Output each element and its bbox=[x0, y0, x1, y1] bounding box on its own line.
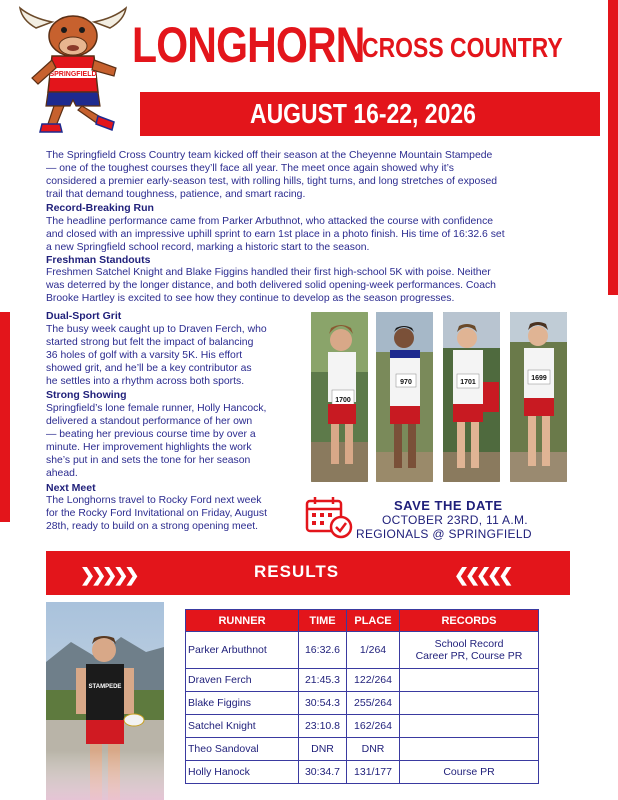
dual-line: he settles into a rhythm across both sports. bbox=[46, 376, 245, 387]
masthead-subtitle: CROSS COUNTRY bbox=[362, 32, 563, 63]
runner-photo-3 bbox=[443, 312, 500, 482]
chevrons-right-icon: ❯❯❯❯❯ bbox=[80, 565, 136, 585]
longhorn-mascot-logo bbox=[18, 6, 128, 138]
runner-photo-1 bbox=[311, 312, 368, 482]
next-meet-paragraph bbox=[46, 494, 267, 533]
record-line: and closed with an impressive uphill sprint to earn 1st place in a photo finish. His time of 16:32.6 set bbox=[46, 229, 505, 240]
column-header-time: TIME bbox=[299, 610, 347, 632]
column-header-place: PLACE bbox=[347, 610, 400, 632]
column-header-records: RECORDS bbox=[400, 610, 539, 632]
calendar-check-icon bbox=[305, 495, 353, 539]
records-cell bbox=[400, 715, 539, 738]
runner-photo-4 bbox=[510, 312, 567, 482]
bib-number-3: 1701 bbox=[460, 379, 476, 386]
mascot-shirt-text: SPRINGFIELD bbox=[49, 71, 97, 78]
freshman-paragraph bbox=[46, 266, 496, 305]
runner-cell: Parker Arbuthnot bbox=[186, 632, 299, 669]
records-cell bbox=[400, 738, 539, 761]
freshman-line: was deterred by the longer distance, and both delivered solid opening-week performances. Coach bbox=[46, 280, 496, 291]
save-the-date-title: SAVE THE DATE bbox=[394, 498, 503, 513]
records-cell: Course PR bbox=[400, 761, 539, 784]
place-cell: 255/264 bbox=[347, 692, 400, 715]
dual-line: 36 holes of golf with a varsity 5K. His effort bbox=[46, 350, 243, 361]
featured-runner-photo bbox=[46, 602, 164, 800]
strong-line: delivered a standout performance of her own bbox=[46, 416, 253, 427]
strong-line: — beating her previous course time by over a bbox=[46, 429, 256, 440]
strong-line: ahead. bbox=[46, 468, 78, 479]
bib-number-4: 1699 bbox=[531, 375, 547, 382]
records-line: School Record bbox=[434, 638, 504, 650]
table-row bbox=[186, 632, 539, 669]
dual-sport-paragraph bbox=[46, 323, 267, 388]
strong-line: she’s put in and sets the tone for her season bbox=[46, 455, 251, 466]
next-line: for the Rocky Ford Invitational on Friday, August bbox=[46, 508, 268, 519]
bib-number-2: 970 bbox=[400, 379, 412, 386]
save-the-date-line-1: OCTOBER 23RD, 11 A.M. bbox=[382, 513, 528, 527]
dual-sport-heading: Dual-Sport Grit bbox=[46, 310, 122, 322]
time-cell: 30:54.3 bbox=[299, 692, 347, 715]
place-cell: 162/264 bbox=[347, 715, 400, 738]
time-cell: 23:10.8 bbox=[299, 715, 347, 738]
dual-line: The busy week caught up to Draven Ferch, who bbox=[46, 324, 267, 335]
freshman-line: Brooke Hartley is excited to see how they continue to develop as the season progresses. bbox=[46, 293, 455, 304]
chevrons-left-icon: ❮❮❮❮❮ bbox=[454, 565, 510, 585]
strong-line: Springfield’s lone female runner, Holly Hancock, bbox=[46, 403, 267, 414]
runner-cell: Draven Ferch bbox=[186, 669, 299, 692]
freshman-line: Freshmen Satchel Knight and Blake Figgins handled their first high-school 5K with poise. Neither bbox=[46, 267, 491, 278]
place-cell: 1/264 bbox=[347, 632, 400, 669]
time-cell: DNR bbox=[299, 738, 347, 761]
intro-line: considered a premier early-season test, with rolling hills, tight turns, and long stretches of exposed bbox=[46, 176, 498, 187]
date-banner-text: AUGUST 16-22, 2026 bbox=[250, 98, 476, 129]
record-line: The headline performance came from Parker Arbuthnot, who attacked the course with confidence bbox=[46, 216, 494, 227]
results-header-row bbox=[186, 610, 539, 632]
runner-cell: Holly Hanock bbox=[186, 761, 299, 784]
table-row bbox=[186, 738, 539, 761]
runner-cell: Theo Sandoval bbox=[186, 738, 299, 761]
record-paragraph bbox=[46, 215, 505, 254]
strong-showing-heading: Strong Showing bbox=[46, 389, 127, 401]
dual-line: started strong but felt the impact of balancing bbox=[46, 337, 254, 348]
table-row bbox=[186, 715, 539, 738]
place-cell: 122/264 bbox=[347, 669, 400, 692]
place-cell: 131/177 bbox=[347, 761, 400, 784]
dual-line: showed grit, and he’ll be a key contributor as bbox=[46, 363, 252, 374]
table-row bbox=[186, 761, 539, 784]
table-row bbox=[186, 669, 539, 692]
records-line: Career PR, Course PR bbox=[415, 650, 523, 662]
record-heading: Record-Breaking Run bbox=[46, 202, 154, 214]
time-cell: 21:45.3 bbox=[299, 669, 347, 692]
runner-cell: Satchel Knight bbox=[186, 715, 299, 738]
freshman-heading: Freshman Standouts bbox=[46, 254, 151, 266]
time-cell: 30:34.7 bbox=[299, 761, 347, 784]
records-cell bbox=[400, 632, 539, 669]
next-line: 28th, ready to build on a strong opening meet. bbox=[46, 521, 258, 532]
intro-paragraph bbox=[46, 149, 497, 201]
left-accent-bar bbox=[0, 312, 10, 522]
right-accent-bar bbox=[608, 0, 618, 295]
time-cell: 16:32.6 bbox=[299, 632, 347, 669]
strong-showing-paragraph bbox=[46, 402, 266, 480]
records-cell bbox=[400, 692, 539, 715]
record-line: a new Springfield school record, marking a historic start to the season. bbox=[46, 242, 370, 253]
save-the-date-line-2: REGIONALS @ SPRINGFIELD bbox=[356, 527, 532, 541]
next-meet-heading: Next Meet bbox=[46, 482, 96, 494]
runner-photo-2 bbox=[376, 312, 433, 482]
place-cell: DNR bbox=[347, 738, 400, 761]
strong-line: minute. Her improvement highlights the work bbox=[46, 442, 252, 453]
intro-line: The Springfield Cross Country team kicked off their season at the Cheyenne Mountain Stampede bbox=[46, 150, 493, 161]
records-cell bbox=[400, 669, 539, 692]
intro-line: trail that demand toughness, patience, and smart racing. bbox=[46, 189, 306, 200]
intro-line: — one of the toughest courses they’ll face all year. The meet once again showed why it’s bbox=[46, 163, 454, 174]
results-title: RESULTS bbox=[254, 562, 340, 581]
results-table bbox=[185, 609, 539, 784]
next-line: The Longhorns travel to Rocky Ford next week bbox=[46, 495, 262, 506]
column-header-runner: RUNNER bbox=[186, 610, 299, 632]
bib-number-1: 1700 bbox=[335, 397, 351, 404]
masthead-title: LONGHORN bbox=[132, 17, 365, 73]
runner-cell: Blake Figgins bbox=[186, 692, 299, 715]
table-row bbox=[186, 692, 539, 715]
